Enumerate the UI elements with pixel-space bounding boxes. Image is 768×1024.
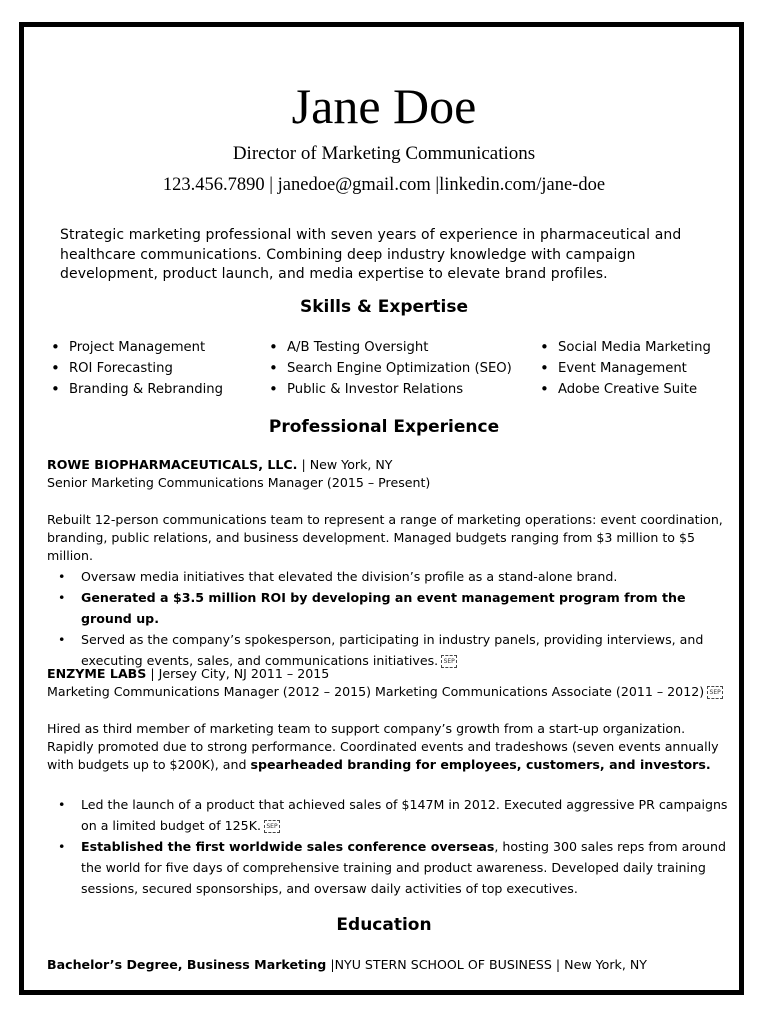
bullet-text: Generated a $3.5 million ROI by developing an event management program from the ground up. — [81, 590, 686, 626]
skill-item: • Branding & Rebranding — [51, 379, 223, 400]
education-entry — [47, 956, 727, 974]
company-location: | New York, NY — [297, 457, 393, 472]
company-name: ENZYME LABS — [47, 666, 147, 681]
skill-item: • Event Management — [540, 358, 711, 379]
job-title: Director of Marketing Communications — [232, 143, 536, 164]
bullet-item — [58, 836, 728, 899]
skill-item: • ROI Forecasting — [51, 358, 223, 379]
professional-summary: Strategic marketing professional with seven years of experience in pharmaceutical and healthcare communications. Combining deep industry knowledge with campaign development, product launch, and media expertise to elevate brand profiles. — [60, 227, 682, 282]
degree: Bachelor’s Degree, Business Marketing — [47, 957, 327, 972]
bullet-item — [58, 587, 728, 629]
job-role: Marketing Communications Manager (2012 – 2015) Marketing Communications Associate (2011 – 2012) — [47, 684, 705, 699]
experience-heading: Professional Experience — [268, 417, 500, 437]
job-2-bullets — [58, 794, 728, 899]
bullet-text: Served as the company’s spokesperson, participating in industry panels, providing interviews, and executing events, sales, and communications initiatives. — [81, 632, 704, 668]
skills-heading: Skills & Expertise — [299, 297, 469, 317]
skill-item: • Search Engine Optimization (SEO) — [269, 358, 512, 379]
company-name: ROWE BIOPHARMACEUTICALS, LLC. — [47, 457, 298, 472]
description-text: Hired as third member of marketing team to support company’s growth from a start-up organization. Rapidly promoted due to strong performance. Coordinated events and tradeshows (seven events annually with budgets up to $200K), and — [47, 721, 719, 772]
bullet-item: • Oversaw media initiatives that elevated the division’s profile as a stand-alone brand. — [58, 566, 728, 587]
job-role: Senior Marketing Communications Manager (2015 – Present) — [47, 475, 431, 490]
skill-item: • Public & Investor Relations — [269, 379, 512, 400]
bullet-highlight: Established the first worldwide sales conference overseas — [81, 839, 495, 854]
school: |NYU STERN SCHOOL OF BUSINESS | New York, NY — [326, 957, 647, 972]
skill-item: • Project Management — [51, 337, 223, 358]
bullet-item — [58, 794, 728, 836]
job-1-header — [47, 456, 727, 492]
job-1-bullets — [58, 566, 728, 671]
skills-column-3 — [540, 337, 711, 400]
education-heading: Education — [336, 915, 432, 935]
sep-mark-icon: SEP — [264, 820, 280, 833]
skill-item: • A/B Testing Oversight — [269, 337, 512, 358]
skill-item: • Adobe Creative Suite — [540, 379, 711, 400]
job-2-header — [47, 665, 727, 701]
sep-mark-icon: SEP — [441, 655, 457, 668]
skills-column-2 — [269, 337, 512, 400]
job-1-description: Rebuilt 12-person communications team to represent a range of marketing operations: event coordination, branding, public relations, and business development. Managed budgets ranging from $3 million to $5 million. — [47, 512, 723, 563]
description-highlight: spearheaded branding for employees, customers, and investors. — [250, 757, 711, 772]
job-2-description — [47, 720, 727, 774]
contact-line: 123.456.7890 | janedoe@gmail.com |linkedin.com/jane-doe — [162, 175, 606, 195]
skill-item: • Social Media Marketing — [540, 337, 711, 358]
company-location: | Jersey City, NJ 2011 – 2015 — [146, 666, 330, 681]
skills-column-1 — [51, 337, 223, 400]
bullet-text: Led the launch of a product that achieved sales of $147M in 2012. Executed aggressive PR campaigns on a limited budget of 125K. — [81, 797, 728, 833]
sep-mark-icon: SEP — [707, 686, 723, 699]
bullet-text: , hosting 300 sales reps from around the world for five days of comprehensive training and product awareness. Developed daily training sessions, secured sponsorships, and oversaw daily activities of top executives. — [81, 839, 726, 896]
candidate-name: Jane Doe — [291, 78, 477, 134]
